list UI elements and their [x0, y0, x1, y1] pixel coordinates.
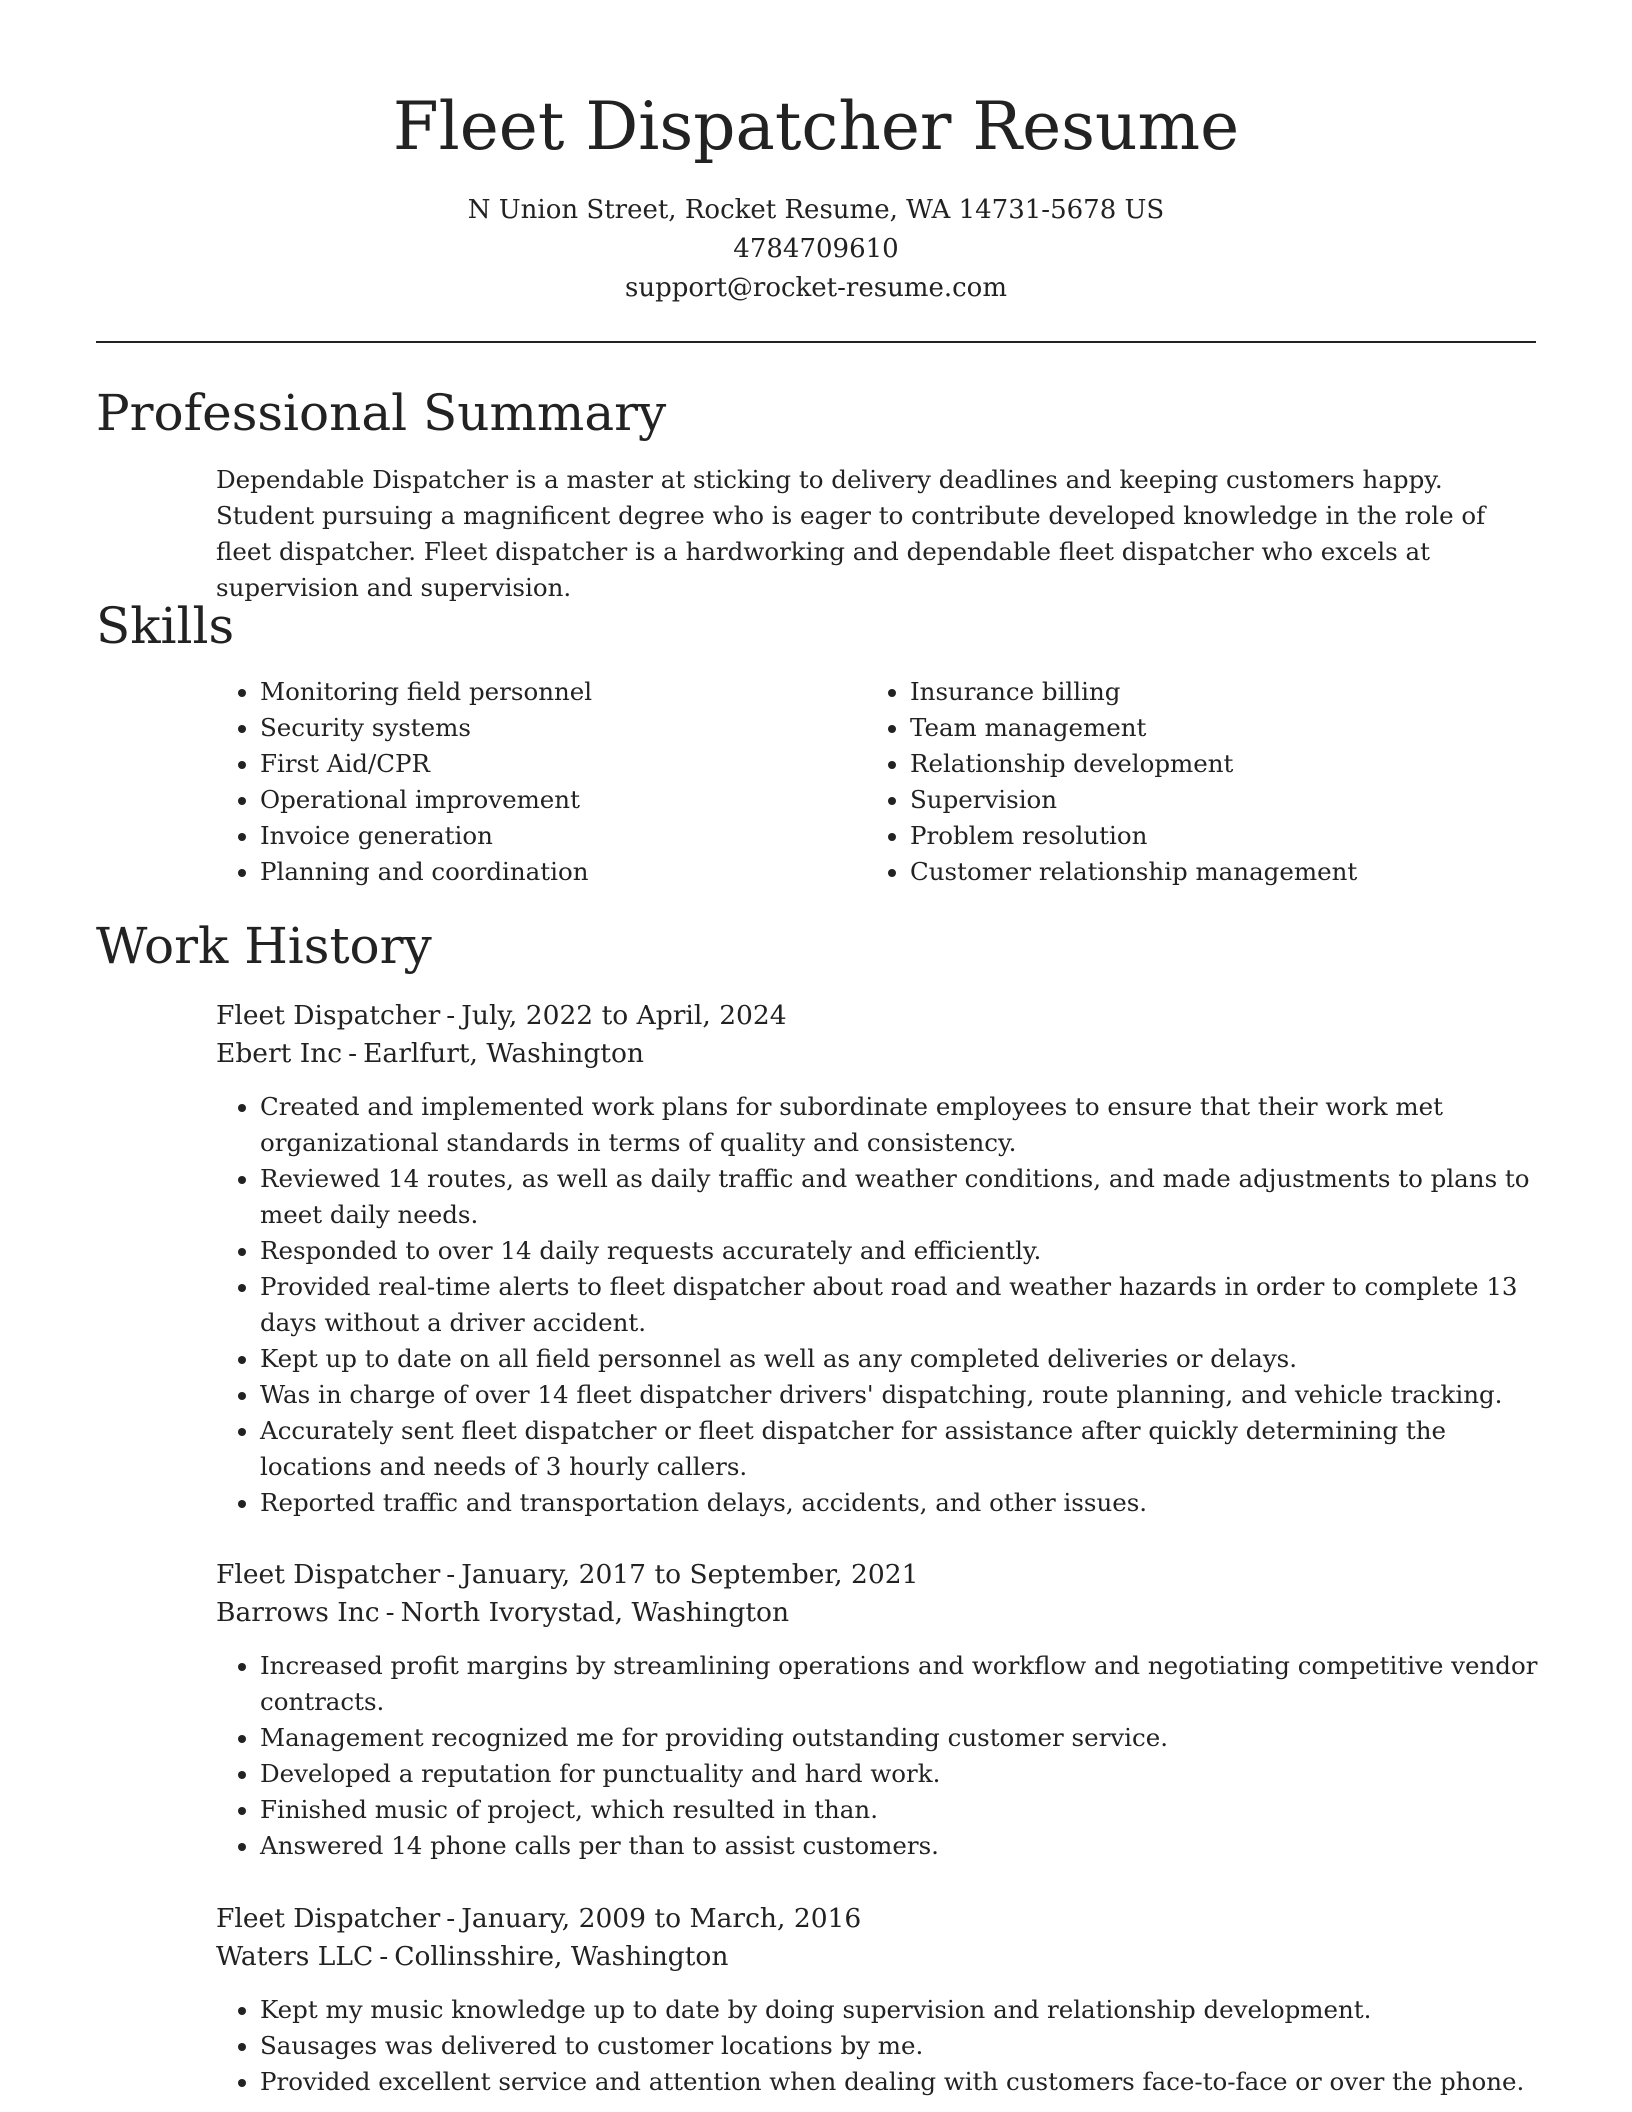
skill-item: • Customer relationship management	[910, 854, 1550, 890]
job-entry	[216, 1556, 1536, 1864]
duty-item: • Increased profit margins by streamlining operations and workflow and negotiating competitive vendor contracts.	[260, 1648, 1540, 1720]
duty-item: • Finished music of project, which resulted in than.	[260, 1792, 1540, 1828]
job-duties-list	[216, 1992, 1540, 2100]
duty-item: • Reviewed 14 routes, as well as daily traffic and weather conditions, and made adjustments to plans to meet daily needs.	[260, 1161, 1540, 1233]
job-company: Barrows Inc	[216, 1597, 380, 1628]
contact-phone: 4784709610	[733, 234, 899, 264]
job-dates: July, 2022 to April, 2024	[461, 1000, 787, 1031]
job-dates: January, 2009 to March, 2016	[461, 1903, 862, 1934]
header-divider	[96, 341, 1536, 343]
job-duties-list	[216, 1089, 1540, 1521]
skills-heading: Skills	[96, 597, 235, 655]
job-company-line	[216, 1035, 1536, 1073]
duty-item: • Developed a reputation for punctuality and hard work.	[260, 1756, 1540, 1792]
skill-item: • Problem resolution	[910, 818, 1550, 854]
job-entry	[216, 1900, 1536, 2100]
duty-item: • Created and implemented work plans for subordinate employees to ensure that their work met organizational standards in terms of quality and consistency.	[260, 1089, 1540, 1161]
duty-item: • Answered 14 phone calls per than to assist customers.	[260, 1828, 1540, 1864]
skill-item: • Team management	[910, 710, 1550, 746]
job-entry	[216, 997, 1536, 1521]
skills-list-right	[866, 674, 1550, 890]
job-location: Collinsshire, Washington	[394, 1941, 729, 1972]
duty-item: • Was in charge of over 14 fleet dispatcher drivers' dispatching, route planning, and vehicle tracking.	[260, 1377, 1540, 1413]
job-location: Earlfurt, Washington	[363, 1038, 644, 1069]
job-title: Fleet Dispatcher	[216, 1559, 441, 1590]
summary-text: Dependable Dispatcher is a master at sticking to delivery deadlines and keeping customers happy. Student pursuing a magnificent degree who is eager to contribute developed knowledge in the role of fleet dispatcher. Fleet dispatcher is a hardworking and dependable fleet dispatcher who excels at supervision and supervision.	[216, 465, 1486, 602]
job-company: Waters LLC	[216, 1941, 374, 1972]
contact-email: support@rocket-resume.com	[624, 273, 1007, 303]
skill-item: • Insurance billing	[910, 674, 1550, 710]
skill-item: • Invoice generation	[260, 818, 860, 854]
skill-item: • Supervision	[910, 782, 1550, 818]
job-company: Ebert Inc	[216, 1038, 343, 1069]
job-title: Fleet Dispatcher	[216, 1000, 441, 1031]
job-dates: January, 2017 to September, 2021	[461, 1559, 919, 1590]
duty-item: • Accurately sent fleet dispatcher or fleet dispatcher for assistance after quickly determining the locations and needs of 3 hourly callers.	[260, 1413, 1540, 1485]
job-title: Fleet Dispatcher	[216, 1903, 441, 1934]
skill-item: • Operational improvement	[260, 782, 860, 818]
duty-item: • Kept up to date on all field personnel as well as any completed deliveries or delays.	[260, 1341, 1540, 1377]
duty-item: • Sausages was delivered to customer locations by me.	[260, 2028, 1540, 2064]
skill-item: • Monitoring field personnel	[260, 674, 860, 710]
job-title-line	[216, 997, 1536, 1035]
summary-heading: Professional Summary	[96, 384, 667, 442]
skill-item: • Security systems	[260, 710, 860, 746]
separator: -	[446, 1559, 456, 1590]
skill-item: • Planning and coordination	[260, 854, 860, 890]
duty-item: • Management recognized me for providing outstanding customer service.	[260, 1720, 1540, 1756]
job-title-line	[216, 1556, 1536, 1594]
work-history-heading: Work History	[96, 917, 432, 975]
job-title-line	[216, 1900, 1536, 1938]
duty-item: • Responded to over 14 daily requests accurately and efficiently.	[260, 1233, 1540, 1269]
separator: -	[385, 1597, 395, 1628]
job-company-line	[216, 1594, 1536, 1632]
separator: -	[446, 1903, 456, 1934]
skill-item: • Relationship development	[910, 746, 1550, 782]
skill-item: • First Aid/CPR	[260, 746, 860, 782]
job-location: North Ivorystad, Washington	[400, 1597, 790, 1628]
skills-list-left	[216, 674, 860, 890]
page-title: Fleet Dispatcher Resume	[392, 88, 1240, 165]
duty-item: • Kept my music knowledge up to date by doing supervision and relationship development.	[260, 1992, 1540, 2028]
duty-item: • Reported traffic and transportation delays, accidents, and other issues.	[260, 1485, 1540, 1521]
separator: -	[348, 1038, 358, 1069]
job-duties-list	[216, 1648, 1540, 1864]
job-company-line	[216, 1938, 1536, 1976]
duty-item: • Provided excellent service and attention when dealing with customers face-to-face or over the phone.	[260, 2064, 1540, 2100]
duty-item: • Provided real-time alerts to fleet dispatcher about road and weather hazards in order to complete 13 days without a driver accident.	[260, 1269, 1540, 1341]
separator: -	[446, 1000, 456, 1031]
separator: -	[379, 1941, 389, 1972]
contact-address: N Union Street, Rocket Resume, WA 14731-5678 US	[467, 195, 1165, 225]
